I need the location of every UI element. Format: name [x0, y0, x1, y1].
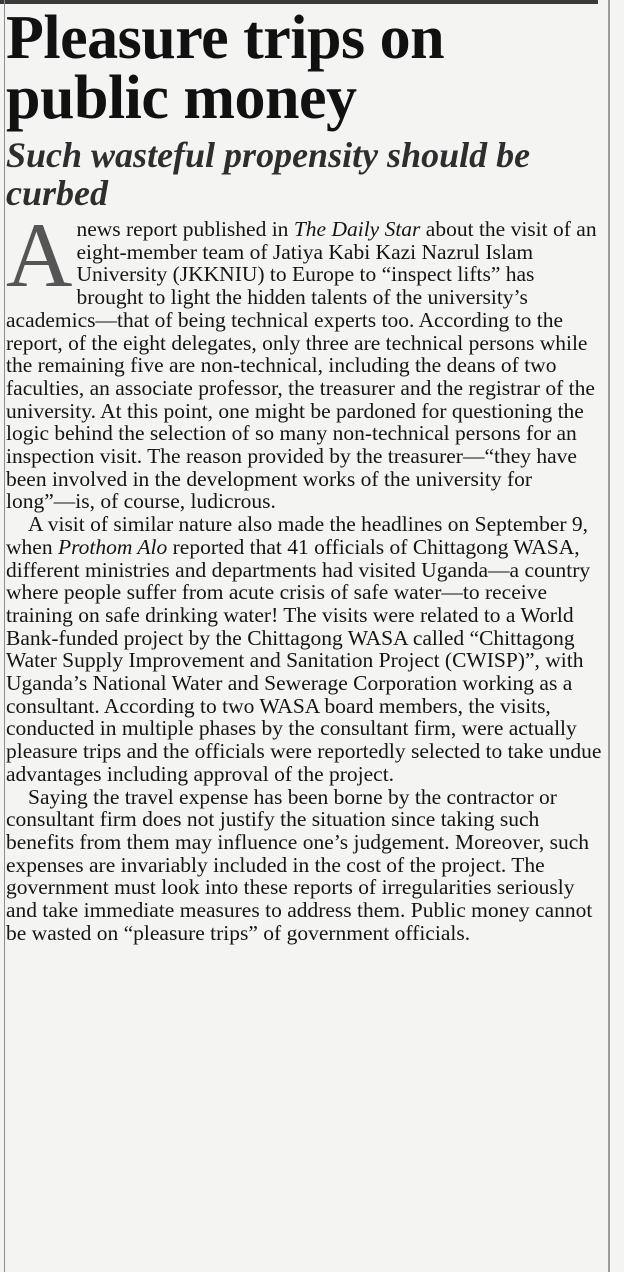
article [6, 4, 602, 945]
right-column-rule [608, 0, 610, 1272]
article-body [6, 204, 602, 945]
left-column-rule [4, 0, 5, 1272]
paragraph-1-text-b: about the visit of an eight-member team of Jatiya Kabi Kazi Nazrul Islam University (JKKNIU) to Europe to “inspect lifts” has brought to light the hidden talents of the university’s academics—that of being technical experts too. According to the report, of the eight delegates, only three are technical persons while the remaining five are non-technical, including the deans of two faculties, an associate professor, the treasurer and the registrar of the university. At this point, one might be pardoned for questioning the logic behind the selection of so many non-technical persons for an inspection visit. The reason provided by the treasurer—“they have been involved in the development works of the university for long”—is, of course, ludicrous. [6, 217, 597, 514]
paragraph-2-text-b: reported that 41 officials of Chittagong WASA, different ministries and departments had visited Uganda—a country where people suffer from acute crisis of safe water—to receive training on safe drinking water! The visits were related to a World Bank-funded project by the Chittagong WASA called “Chittagong Water Supply Improvement and Sanitation Project (CWISP)”, with Uganda’s National Water and Sewerage Corporation working as a consultant. According to two WASA board members, the visits, conducted in multiple phases by the consultant firm, were actually pleasure trips and the officials were reportedly selected to take undue advantages including approval of the project. [6, 534, 602, 786]
paragraph-2-text-a: A visit of similar nature also made the headlines on September 9, when [6, 512, 589, 559]
publication-name-prothom-alo: Prothom Alo [57, 534, 168, 559]
headline: Pleasure trips on public money [6, 4, 445, 132]
deck-subheadline: Such wasteful propensity should be curbed [6, 135, 531, 213]
paragraph-2 [6, 513, 602, 785]
paragraph-3: Saying the travel expense has been borne by the contractor or consultant firm does not justify the situation since taking such benefits from them may influence one’s judgement. Moreover, such expenses are invariably included in the cost of the project. The government must look into these reports of irregularities seriously and take immediate measures to address them. Public money cannot be wasted on “pleasure trips” of government officials. [6, 784, 593, 945]
drop-cap: A [6, 204, 73, 306]
paragraph-1 [6, 204, 602, 514]
paragraph-1-text-a: news report published in [76, 217, 294, 241]
publication-name-daily-star: The Daily Star [293, 217, 421, 241]
